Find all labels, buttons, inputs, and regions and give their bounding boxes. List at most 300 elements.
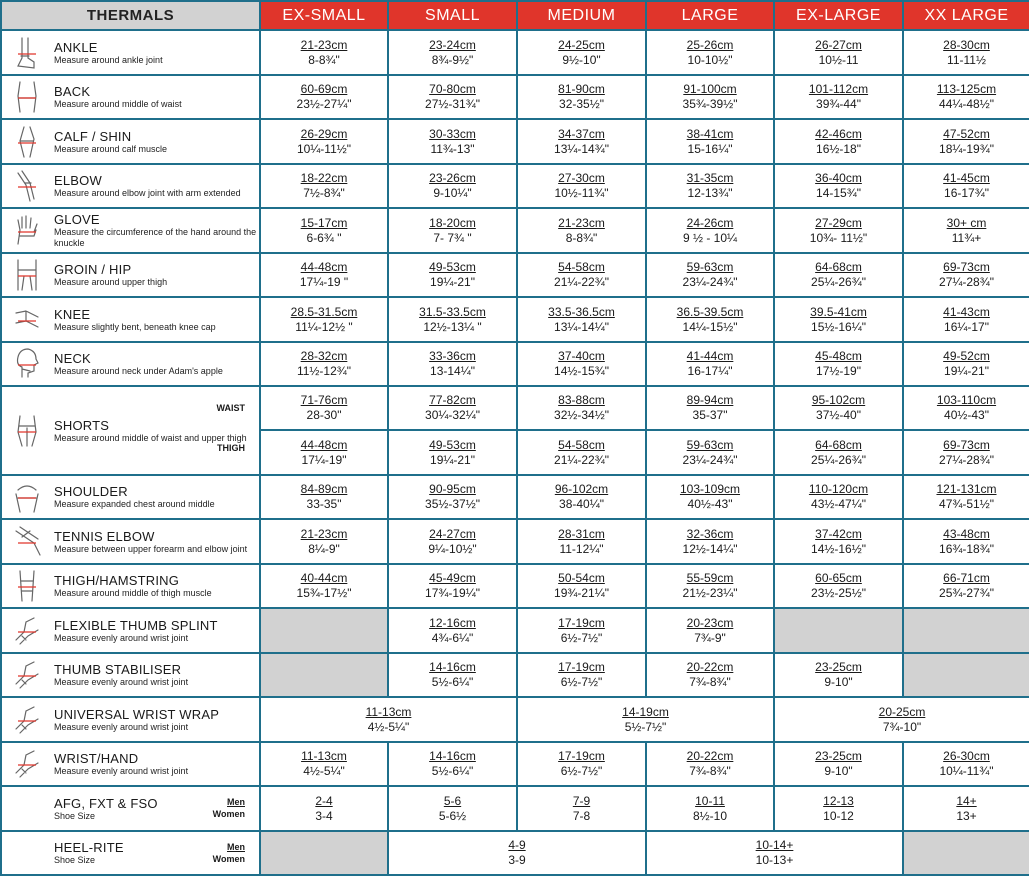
size-cell (774, 208, 903, 253)
size-imperial: 12½-14¼" (682, 541, 738, 556)
size-metric: 50-54cm (558, 571, 605, 585)
size-cell (388, 653, 517, 697)
size-metric: 49-52cm (943, 349, 990, 363)
size-metric: 103-110cm (936, 393, 997, 407)
size-imperial: 39¾-44" (816, 97, 861, 111)
size-imperial: 11¾+ (951, 230, 982, 245)
row-label-wristwrap (1, 697, 260, 742)
shorts-icon (8, 414, 46, 448)
size-cell (903, 475, 1029, 519)
row-label-thumbsplint (1, 608, 260, 653)
size-imperial: 6-6¾ " (306, 230, 342, 245)
size-header-l: LARGE (646, 1, 774, 30)
size-metric: 49-53cm (429, 260, 476, 274)
size-cell (517, 519, 646, 564)
table-row (1, 297, 1029, 342)
size-metric: 41-43cm (943, 304, 990, 319)
size-metric: 17-19cm (558, 615, 605, 630)
size-metric: 17-19cm (558, 749, 605, 763)
size-cell (774, 786, 903, 831)
size-cell (903, 164, 1029, 208)
size-metric: 60-65cm (815, 571, 862, 585)
size-metric: 30-33cm (429, 126, 476, 141)
torso-icon (8, 80, 46, 114)
size-metric: 77-82cm (429, 393, 476, 407)
size-metric: 41-45cm (943, 171, 990, 185)
size-metric: 10-14+ (755, 838, 794, 852)
measurement-name: ANKLE (54, 39, 98, 55)
thigh-label: THIGH (217, 443, 245, 453)
size-metric: 71-76cm (300, 393, 348, 407)
table-row (1, 475, 1029, 519)
size-cell (903, 30, 1029, 75)
size-imperial: 17¾-19¼" (425, 586, 480, 600)
size-metric: 110-120cm (808, 482, 869, 496)
measurement-name: KNEE (54, 306, 91, 322)
size-cell (388, 831, 646, 875)
size-imperial: 19¾-21¼" (554, 586, 609, 600)
size-metric: 24-27cm (429, 526, 476, 541)
size-imperial: 35¾-39½" (682, 97, 738, 111)
size-cell-unavailable (903, 608, 1029, 653)
size-imperial: 33-35" (306, 497, 342, 511)
size-cell (517, 30, 646, 75)
size-metric: 89-94cm (686, 393, 734, 407)
size-metric: 47-52cm (943, 126, 990, 141)
calf-icon (8, 125, 46, 159)
size-cell (774, 430, 903, 475)
size-imperial: 9-10¼" (433, 186, 472, 200)
row-label-wristhand (1, 742, 260, 786)
size-imperial: 6½-7½" (560, 630, 603, 645)
size-cell (774, 519, 903, 564)
size-metric: 14-16cm (429, 660, 476, 674)
size-cell (388, 786, 517, 831)
size-metric: 15-17cm (300, 215, 348, 230)
size-cell (646, 831, 903, 875)
size-cell (646, 342, 774, 386)
size-imperial: 8¼-9" (308, 541, 340, 556)
size-metric: 44-48cm (300, 437, 348, 452)
size-cell (774, 30, 903, 75)
size-imperial: 9½-10" (562, 52, 601, 67)
size-imperial: 4½-5¼" (303, 764, 345, 778)
size-cell (260, 742, 388, 786)
size-imperial: 27½-31¾" (425, 97, 480, 111)
size-imperial: 15½-16¼" (811, 319, 866, 334)
measurement-description: Shoe Size (54, 810, 96, 821)
size-cell (774, 386, 903, 430)
size-metric: 66-71cm (943, 571, 990, 585)
size-cell (646, 475, 774, 519)
table-title: THERMALS (1, 1, 260, 30)
table-row (1, 164, 1029, 208)
row-label-shoulder (1, 475, 260, 519)
size-cell (388, 253, 517, 297)
size-cell (517, 75, 646, 119)
measurement-description: Measure slightly bent, beneath knee cap (54, 321, 216, 332)
size-cell-unavailable (260, 831, 388, 875)
size-metric: 84-89cm (300, 482, 348, 496)
size-metric: 64-68cm (815, 260, 862, 274)
size-metric: 21-23cm (300, 526, 348, 541)
measurement-description: Measure evenly around wrist joint (54, 766, 189, 776)
size-cell (903, 253, 1029, 297)
size-imperial: 11-11½ (947, 52, 986, 67)
size-imperial: 21½-23¼" (682, 586, 738, 600)
size-imperial: 21¼-22¾" (554, 452, 609, 467)
size-metric: 23-26cm (429, 171, 476, 185)
size-imperial: 17¼-19" (301, 452, 347, 467)
size-cell (774, 653, 903, 697)
row-label-thigh (1, 564, 260, 608)
size-metric: 43-48cm (943, 526, 990, 541)
measurement-name: CALF / SHIN (54, 128, 132, 144)
size-metric: 33.5-36.5cm (548, 304, 615, 319)
size-metric: 49-53cm (429, 437, 476, 452)
size-metric: 23-24cm (429, 37, 476, 52)
size-metric: 36-40cm (815, 171, 862, 185)
measurement-name: ELBOW (54, 173, 102, 188)
size-cell (388, 208, 517, 253)
size-cell (388, 519, 517, 564)
row-label-thumbstab (1, 653, 260, 697)
size-metric: 28-31cm (558, 526, 605, 541)
size-imperial: 9-10" (824, 675, 853, 689)
thigh-icon (8, 569, 46, 603)
size-imperial: 7¾-10" (882, 719, 922, 734)
size-header-m: MEDIUM (517, 1, 646, 30)
size-cell (260, 519, 388, 564)
arm-icon (8, 169, 46, 203)
size-metric: 4-9 (508, 838, 526, 852)
size-imperial: 10-13+ (755, 853, 794, 867)
hand-icon (8, 214, 46, 248)
size-cell (260, 253, 388, 297)
row-label-tennis (1, 519, 260, 564)
size-metric: 69-73cm (943, 260, 990, 274)
size-header-xxl: XX LARGE (903, 1, 1029, 30)
size-metric: 36.5-39.5cm (676, 304, 744, 319)
measurement-description: Measure the circumference of the hand around the knuckle (54, 227, 257, 248)
size-metric: 12-16cm (429, 615, 476, 630)
size-imperial: 40½-43" (944, 408, 989, 422)
size-metric: 37-42cm (815, 526, 862, 541)
size-cell (774, 697, 1029, 742)
size-imperial: 19¼-21" (430, 452, 475, 467)
measurement-name: THUMB STABILISER (54, 662, 182, 677)
forearm-icon (8, 525, 46, 559)
table-row (1, 786, 1029, 831)
measurement-name: AFG, FXT & FSO (54, 795, 158, 811)
wrist-icon (8, 747, 46, 781)
size-cell (517, 297, 646, 342)
size-cell (388, 430, 517, 475)
size-imperial: 4¾-6¼" (431, 630, 474, 645)
size-cell (260, 342, 388, 386)
size-cell (260, 208, 388, 253)
size-imperial: 7-8 (572, 808, 591, 823)
table-row (1, 75, 1029, 119)
size-metric: 21-23cm (300, 37, 348, 52)
size-metric: 69-73cm (943, 437, 990, 452)
size-metric: 39.5-41cm (810, 304, 867, 319)
size-metric: 83-88cm (558, 393, 605, 407)
size-metric: 27-29cm (815, 215, 862, 230)
size-cell (646, 253, 774, 297)
size-metric: 96-102cm (554, 482, 609, 496)
table-row (1, 386, 1029, 430)
size-imperial: 23½-27¼" (296, 97, 352, 111)
size-metric: 14-16cm (429, 749, 476, 763)
size-cell (517, 386, 646, 430)
size-imperial: 8½-10 (692, 808, 728, 823)
size-imperial: 25¾-27¾" (939, 586, 994, 600)
wrist-icon (8, 658, 46, 692)
size-cell (260, 386, 388, 430)
size-metric: 38-41cm (686, 126, 734, 141)
measurement-description: Measure evenly around wrist joint (54, 721, 189, 732)
size-metric: 28.5-31.5cm (290, 304, 358, 319)
table-row (1, 742, 1029, 786)
measurement-name: SHORTS (54, 417, 110, 433)
size-metric: 81-90cm (558, 82, 605, 96)
table-row (1, 119, 1029, 164)
size-metric: 11-13cm (301, 749, 347, 763)
head-icon (8, 347, 46, 381)
size-cell (260, 786, 388, 831)
ankle-icon (8, 36, 46, 70)
size-cell (903, 519, 1029, 564)
size-cell (517, 653, 646, 697)
size-cell (646, 297, 774, 342)
size-imperial: 10½-11¾" (554, 186, 609, 200)
size-imperial: 3-9 (508, 853, 526, 867)
size-imperial: 15¾-17½" (296, 586, 352, 600)
size-cell (774, 342, 903, 386)
size-header-xs: EX-SMALL (260, 1, 388, 30)
size-imperial: 16¾-18¾" (939, 541, 994, 556)
size-imperial: 11¾-13" (430, 141, 475, 156)
table-row (1, 342, 1029, 386)
size-imperial: 43½-47¼" (811, 497, 866, 511)
size-cell (260, 697, 517, 742)
size-cell (260, 297, 388, 342)
measurement-name: HEEL-RITE (54, 840, 124, 855)
size-imperial: 28-30" (306, 408, 342, 422)
size-cell (260, 564, 388, 608)
table-row (1, 697, 1029, 742)
size-imperial: 17½-19" (816, 364, 861, 378)
size-cell (388, 608, 517, 653)
size-metric: 20-22cm (686, 660, 734, 674)
size-cell (646, 786, 774, 831)
row-label-calf (1, 119, 260, 164)
size-metric: 26-27cm (815, 37, 862, 52)
size-imperial: 27¼-28¾" (939, 275, 994, 289)
size-imperial: 25¼-26¾" (811, 452, 866, 467)
size-metric: 33-36cm (429, 349, 476, 363)
row-label-glove (1, 208, 260, 253)
size-imperial: 16¼-17" (944, 319, 989, 334)
size-metric: 70-80cm (429, 82, 476, 96)
size-metric: 14+ (956, 793, 977, 808)
size-imperial: 10¾- 11½" (809, 230, 868, 245)
size-imperial: 10½-11 (818, 52, 859, 67)
size-imperial: 23¼-24¾" (682, 275, 738, 289)
size-metric: 44-48cm (300, 260, 348, 274)
size-imperial: 13¼-14¼" (554, 319, 609, 334)
size-cell (903, 386, 1029, 430)
size-imperial: 47¾-51½" (939, 497, 994, 511)
size-imperial: 5½-6¼" (431, 764, 474, 778)
size-imperial: 11¼-12½ " (295, 319, 353, 334)
table-row (1, 564, 1029, 608)
size-imperial: 14-15¾" (816, 186, 861, 200)
size-imperial: 19¼-21" (944, 364, 989, 378)
size-imperial: 7½-8¾" (303, 186, 345, 200)
size-imperial: 5½-6¼" (431, 675, 474, 689)
size-cell (260, 75, 388, 119)
size-imperial: 10-10½" (687, 52, 733, 67)
row-label-heel (1, 831, 260, 875)
size-cell (646, 208, 774, 253)
row-label-neck (1, 342, 260, 386)
measurement-name: THIGH/HAMSTRING (54, 573, 180, 588)
size-cell (774, 297, 903, 342)
men-label: Men (227, 797, 245, 807)
table-row (1, 253, 1029, 297)
size-metric: 113-125cm (936, 82, 997, 96)
measurement-name: NECK (54, 351, 91, 366)
measurement-description: Measure around middle of thigh muscle (54, 588, 212, 598)
table-row (1, 30, 1029, 75)
size-imperial: 10-12 (823, 808, 854, 823)
hip-icon (8, 258, 46, 292)
size-imperial: 15-16¼" (687, 141, 733, 156)
size-metric: 17-19cm (558, 660, 605, 674)
size-cell (388, 75, 517, 119)
size-cell (388, 564, 517, 608)
size-cell (646, 119, 774, 164)
size-cell (646, 430, 774, 475)
size-cell-unavailable (260, 653, 388, 697)
size-metric: 28-30cm (943, 37, 990, 52)
size-cell-unavailable (774, 608, 903, 653)
measurement-description: Measure around neck under Adam's apple (54, 366, 223, 376)
size-cell (774, 742, 903, 786)
size-metric: 59-63cm (686, 437, 734, 452)
size-imperial: 6½-7½" (560, 764, 603, 778)
measurement-name: GLOVE (54, 212, 100, 227)
knee-icon (8, 303, 46, 337)
size-cell (517, 475, 646, 519)
size-imperial: 8¾-9½" (431, 52, 474, 67)
row-label-knee (1, 297, 260, 342)
size-cell (903, 297, 1029, 342)
size-cell (646, 75, 774, 119)
size-imperial: 32½-34½" (554, 408, 609, 422)
measurement-name: SHOULDER (54, 484, 128, 499)
women-label: Women (212, 809, 245, 819)
size-metric: 54-58cm (558, 260, 605, 274)
size-metric: 20-23cm (686, 615, 734, 630)
size-cell (388, 119, 517, 164)
size-cell (517, 786, 646, 831)
size-metric: 26-30cm (943, 749, 990, 763)
size-imperial: 32-35½" (559, 97, 604, 111)
size-metric: 45-49cm (429, 571, 476, 585)
size-cell (774, 253, 903, 297)
size-cell (774, 164, 903, 208)
size-imperial: 12½-13¼ " (423, 319, 482, 334)
size-cell (903, 742, 1029, 786)
size-cell (517, 253, 646, 297)
size-metric: 18-22cm (300, 171, 348, 185)
size-cell (260, 164, 388, 208)
size-cell (903, 564, 1029, 608)
size-cell (517, 430, 646, 475)
size-cell (646, 608, 774, 653)
size-imperial: 8-8¾" (308, 52, 340, 67)
table-row (1, 208, 1029, 253)
size-metric: 41-44cm (686, 349, 734, 363)
size-imperial: 35½-37½" (425, 497, 480, 511)
size-metric: 40-44cm (300, 571, 348, 585)
size-imperial: 13-14¼" (430, 364, 475, 378)
size-cell (260, 430, 388, 475)
size-imperial: 5-6½ (438, 808, 467, 823)
size-imperial: 14½-16½" (811, 541, 866, 556)
size-metric: 2-4 (315, 793, 333, 808)
measurement-description: Measure around ankle joint (54, 54, 163, 65)
size-imperial: 35-37" (692, 408, 728, 422)
size-imperial: 38-40¼" (559, 497, 604, 511)
row-label-shorts (1, 386, 260, 475)
size-imperial: 5½-7½" (624, 719, 667, 734)
size-imperial: 13¼-14¾" (554, 141, 609, 156)
measurement-name: FLEXIBLE THUMB SPLINT (54, 617, 218, 633)
size-cell (903, 119, 1029, 164)
size-cell (388, 475, 517, 519)
size-metric: 101-112cm (808, 82, 869, 96)
size-cell (903, 342, 1029, 386)
women-label: Women (212, 854, 245, 864)
size-cell (646, 519, 774, 564)
size-cell (517, 564, 646, 608)
size-imperial: 16½-18" (816, 141, 861, 156)
row-label-afg (1, 786, 260, 831)
size-metric: 59-63cm (686, 260, 734, 274)
size-metric: 91-100cm (683, 82, 737, 96)
size-imperial: 7¾-8¾" (689, 675, 731, 689)
size-metric: 121-131cm (936, 482, 997, 496)
size-cell (517, 119, 646, 164)
size-imperial: 3-4 (315, 808, 333, 823)
size-cell (903, 208, 1029, 253)
size-metric: 34-37cm (558, 126, 605, 141)
size-cell (903, 786, 1029, 831)
size-metric: 14-19cm (622, 704, 669, 719)
size-metric: 27-30cm (558, 171, 605, 185)
size-cell (646, 386, 774, 430)
size-metric: 32-36cm (686, 526, 734, 541)
size-imperial: 7- 7¾ " (433, 230, 472, 245)
size-imperial: 10¼-11¾" (939, 764, 994, 778)
size-cell (774, 119, 903, 164)
size-metric: 11-13cm (365, 704, 412, 719)
wrist-icon (8, 614, 46, 648)
